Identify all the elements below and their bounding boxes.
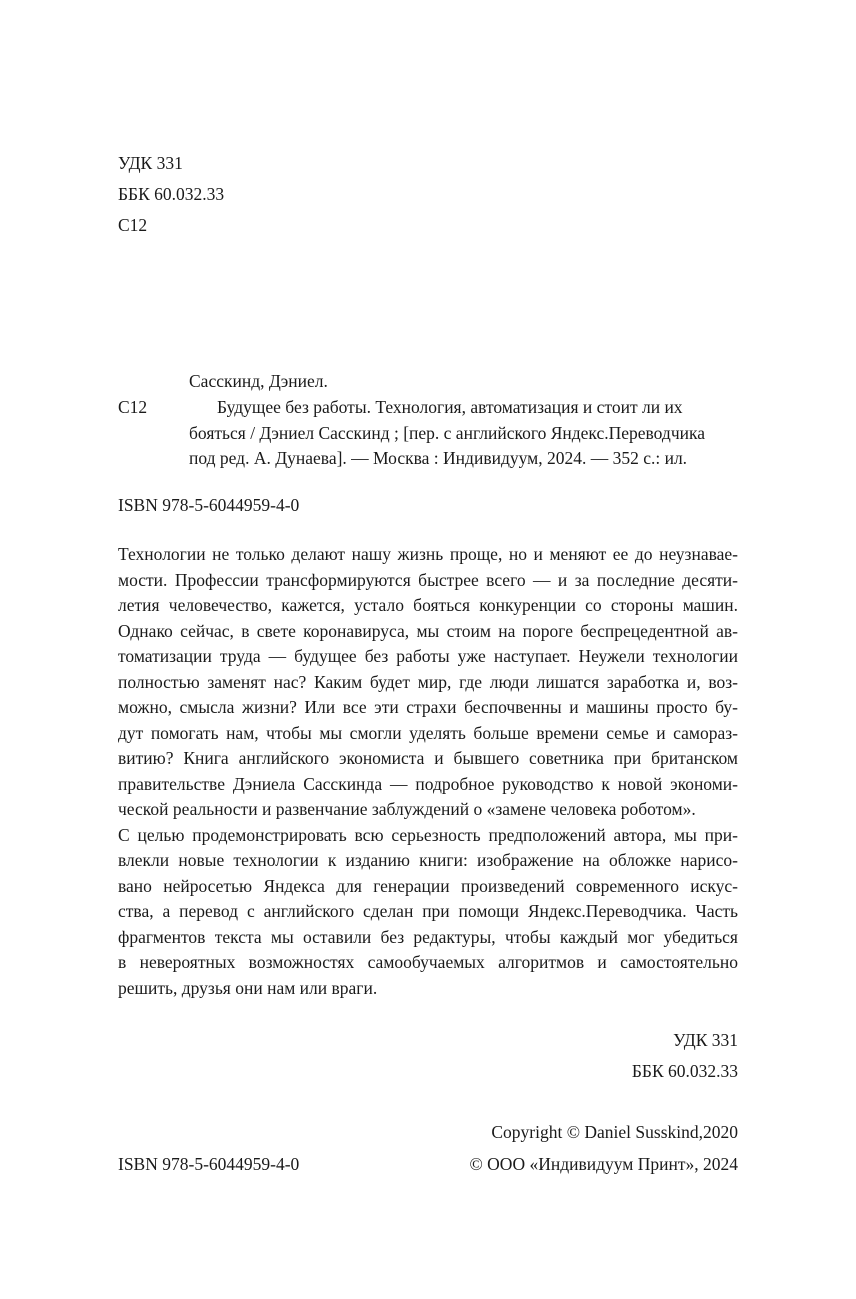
annotation-line: С целью продемонстрировать всю серьезность предположений автора, мы при- xyxy=(118,824,738,845)
annotation-line: Технологии не только делают нашу жизнь проще, но и меняют ее до неузнавае- xyxy=(118,544,738,564)
annotation-line: летия человечество, кажется, устало бояться конкуренции со стороны машин. xyxy=(118,595,738,615)
annotation-line: дут помогать нам, чтобы мы смогли уделять больше времени семье и самораз- xyxy=(118,722,738,743)
udk-code-bottom: УДК 331 xyxy=(673,1030,738,1050)
author-mark: С12 xyxy=(118,215,148,235)
copyright-author: Copyright © Daniel Susskind,2020 xyxy=(491,1122,738,1142)
cip-author-mark: С12 xyxy=(118,397,148,417)
udk-code: УДК 331 xyxy=(118,153,183,173)
annotation-line: мости. Профессии трансформируются быстрее всего — и за последние десяти- xyxy=(118,569,738,590)
annotation-line: ческой реальности и развенчание заблуждений о «замене человека роботом». xyxy=(118,799,696,819)
annotation-line: в невероятных возможностях самообучаемых алгоритмов и самостоятельно xyxy=(118,952,738,972)
bbk-code-bottom: ББК 60.032.33 xyxy=(631,1061,738,1081)
annotation-line: ства, а перевод с английского сделан при помощи Яндекс.Переводчика. Часть xyxy=(118,901,738,921)
cip-author-heading: Сасскинд, Дэниел. xyxy=(189,371,328,391)
copyright-publisher: © ООО «Индивидуум Принт», 2024 xyxy=(469,1154,738,1174)
footer-isbn: ISBN 978-5-6044959-4-0 xyxy=(118,1154,300,1174)
annotation-line: полностью заменят нас? Каким будет мир, где люди лишатся заработка и, воз- xyxy=(118,671,738,692)
cip-isbn: ISBN 978-5-6044959-4-0 xyxy=(118,495,300,515)
annotation-line: можно, смысла жизни? Или все эти страхи беспочвенны и машины просто бу- xyxy=(118,697,738,717)
cip-description-line: бояться / Дэниел Сасскинд ; [пер. с английского Яндекс.Переводчика xyxy=(189,422,705,443)
annotation-line: вано нейросетью Яндекса для генерации произведений современного искус- xyxy=(118,875,738,896)
cip-description-line: Будущее без работы. Технология, автоматизация и стоит ли их xyxy=(217,397,683,417)
bbk-code: ББК 60.032.33 xyxy=(118,184,225,204)
cip-description-line: под ред. А. Дунаева]. — Москва : Индивидуум, 2024. — 352 с.: ил. xyxy=(189,448,688,468)
annotation-line: влекли новые технологии к изданию книги: изображение на обложке нарисо- xyxy=(118,850,738,870)
annotation xyxy=(118,542,738,1001)
annotation-line: фрагментов текста мы оставили без редактуры, чтобы каждый мог убедиться xyxy=(118,926,738,947)
cip-description xyxy=(189,395,705,472)
annotation-line: Однако сейчас, в свете коронавируса, мы стоим на пороге беспрецедентной ав- xyxy=(118,620,738,641)
annotation-line: решить, друзья они нам или враги. xyxy=(118,977,378,998)
annotation-line: томатизации труда — будущее без работы уже наступает. Неужели технологии xyxy=(118,646,738,666)
annotation-line: витию? Книга английского экономиста и бывшего советника при британском xyxy=(118,748,738,768)
annotation-line: правительстве Дэниела Сасскинда — подробное руководство к новой экономи- xyxy=(118,773,738,794)
